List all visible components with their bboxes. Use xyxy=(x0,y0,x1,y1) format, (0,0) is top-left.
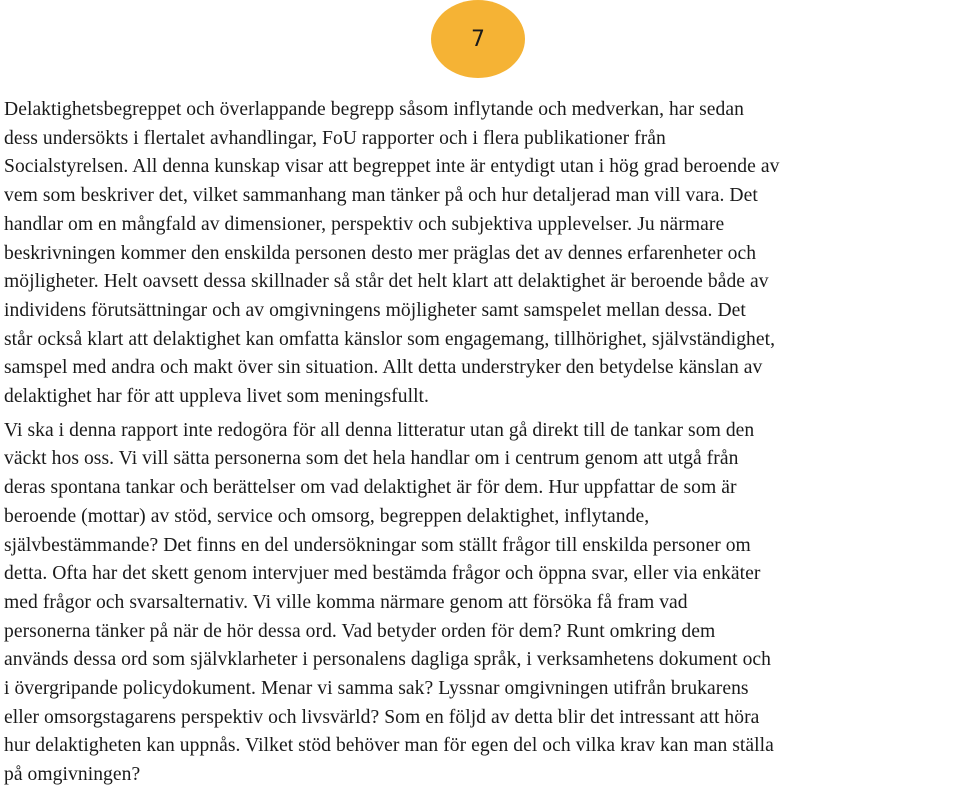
text-line: dess undersökts i flertalet avhandlingar, FoU rapporter och i flera publikationer från xyxy=(4,127,666,149)
text-line: självbestämmande? Det finns en del undersökningar som ställt frågor till enskilda personer om xyxy=(4,534,751,556)
text-line: delaktighet har för att uppleva livet som meningsfullt. xyxy=(4,386,430,408)
text-line: personerna tänker på när de hör dessa ord. Vad betyder orden för dem? Runt omkring dem xyxy=(4,620,716,642)
text-line: samspel med andra och makt över sin situation. Allt detta understryker den betydelse känslan av xyxy=(4,357,763,379)
text-line: detta. Ofta har det skett genom intervjuer med bestämda frågor och öppna svar, eller via enkäter xyxy=(4,563,761,585)
text-line: med frågor och svarsalternativ. Vi ville komma närmare genom att försöka få fram vad xyxy=(4,591,688,613)
text-line: väckt hos oss. Vi vill sätta personerna som det hela handlar om i centrum genom att utgå från xyxy=(4,448,739,470)
paragraph-1 xyxy=(4,96,956,412)
text-line: deras spontana tankar och berättelser om vad delaktighet är för dem. Hur uppfattar de som är xyxy=(4,477,737,499)
text-line: möjligheter. Helt oavsett dessa skillnader så står det helt klart att delaktighet är beroende både av xyxy=(4,271,769,293)
page-number: 7 xyxy=(471,26,485,52)
document-body xyxy=(4,96,956,790)
text-line: beskrivningen kommer den enskilda personen desto mer präglas det av dennes erfarenheter och xyxy=(4,242,757,264)
text-line: vem som beskriver det, vilket sammanhang man tänker på och hur detaljerad man vill vara. Det xyxy=(4,185,758,207)
paragraph-2 xyxy=(4,417,956,790)
text-line: Socialstyrelsen. All denna kunskap visar att begreppet inte är entydigt utan i hög grad beroende av xyxy=(4,156,780,178)
text-line: i övergripande policydokument. Menar vi samma sak? Lyssnar omgivningen utifrån brukarens xyxy=(4,678,749,700)
text-line: eller omsorgstagarens perspektiv och livsvärld? Som en följd av detta blir det intressant att höra xyxy=(4,706,760,728)
text-line: handlar om en mångfald av dimensioner, perspektiv och subjektiva upplevelser. Ju närmare xyxy=(4,213,725,235)
page-number-badge xyxy=(431,0,525,78)
text-line: hur delaktigheten kan uppnås. Vilket stöd behöver man för egen del och vilka krav kan man ställa xyxy=(4,735,774,757)
text-line: Delaktighetsbegreppet och överlappande begrepp såsom inflytande och medverkan, har sedan xyxy=(4,99,744,120)
text-line: individens förutsättningar och av omgivningens möjligheter samt samspelet mellan dessa. Det xyxy=(4,299,746,321)
text-line: på omgivningen? xyxy=(4,764,141,786)
text-line: står också klart att delaktighet kan omfatta känslor som engagemang, tillhörighet, självständighet, xyxy=(4,328,776,350)
text-line: Vi ska i denna rapport inte redogöra för all denna litteratur utan gå direkt till de tankar som den xyxy=(4,419,755,441)
text-line: beroende (mottar) av stöd, service och omsorg, begreppen delaktighet, inflytande, xyxy=(4,505,650,527)
text-line: används dessa ord som självklarheter i personalens dagliga språk, i verksamhetens dokument och xyxy=(4,649,772,671)
